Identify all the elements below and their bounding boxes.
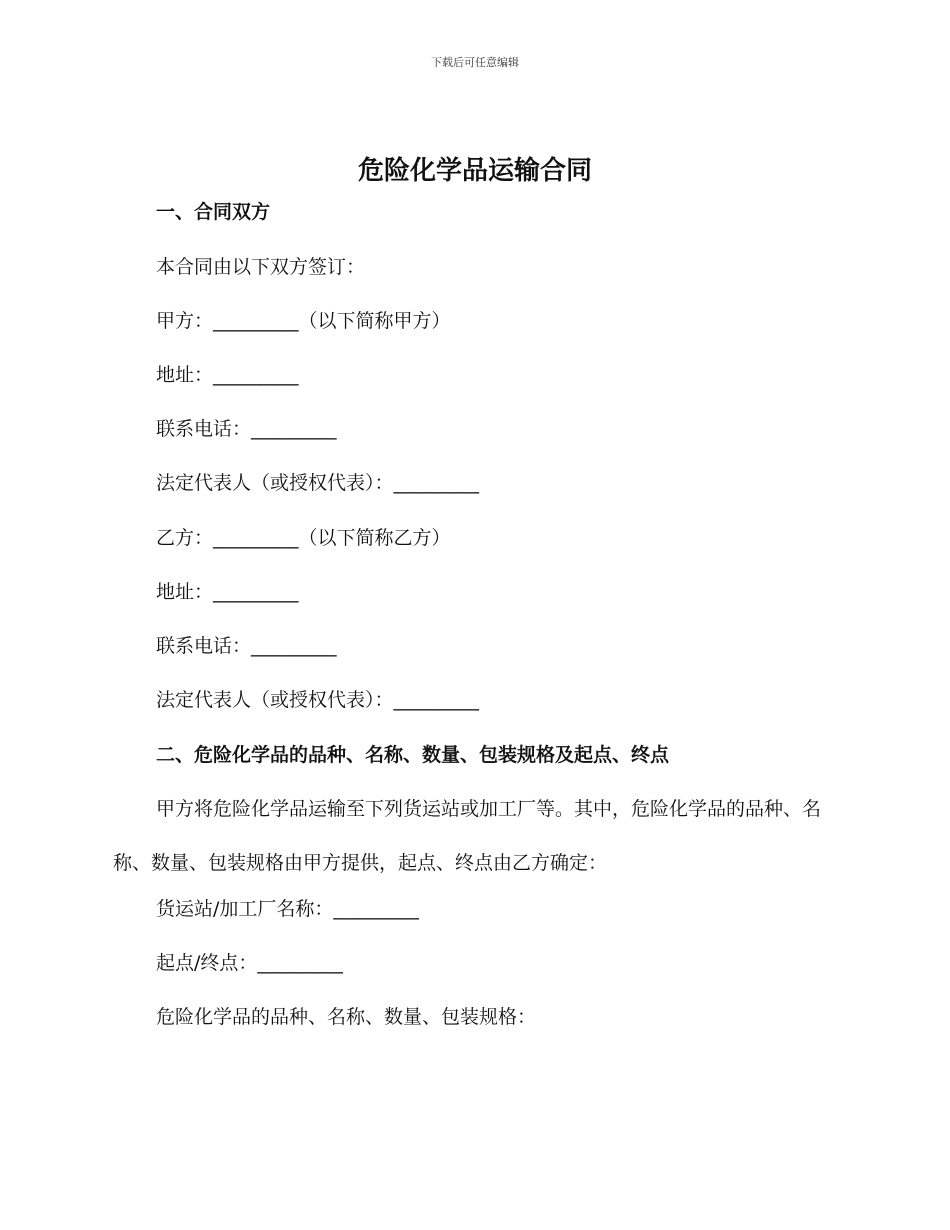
document-title: 危险化学品运输合同	[357, 156, 592, 186]
endpoints-line: 起点/终点：_________	[156, 952, 343, 974]
header-note: 下载后可任意编辑	[431, 56, 519, 69]
party-b-phone-line: 联系电话：_________	[156, 635, 337, 657]
section-2-paragraph: 甲方将危险化学品运输至下列货运站或加工厂等。其中，危险化学品的品种、名称、数量、包装规格由甲方提供，起点、终点由乙方确定：	[113, 798, 822, 874]
party-b-line: 乙方：_________（以下简称乙方）	[156, 527, 451, 549]
party-b-rep-line: 法定代表人（或授权代表）：_________	[156, 689, 480, 711]
station-line: 货运站/加工厂名称：_________	[156, 898, 419, 920]
party-a-address-line: 地址：_________	[156, 364, 299, 386]
section-1-heading: 一、合同双方	[156, 201, 271, 223]
party-a-line: 甲方：_________（以下简称甲方）	[156, 310, 451, 332]
party-b-address-line: 地址：_________	[156, 581, 299, 603]
intro-line: 本合同由以下双方签订：	[156, 256, 366, 278]
party-a-rep-line: 法定代表人（或授权代表）：_________	[156, 472, 480, 494]
party-a-phone-line: 联系电话：_________	[156, 418, 337, 440]
section-2-heading: 二、危险化学品的品种、名称、数量、包装规格及起点、终点	[156, 744, 670, 766]
goods-spec-line: 危险化学品的品种、名称、数量、包装规格：	[156, 1006, 537, 1028]
